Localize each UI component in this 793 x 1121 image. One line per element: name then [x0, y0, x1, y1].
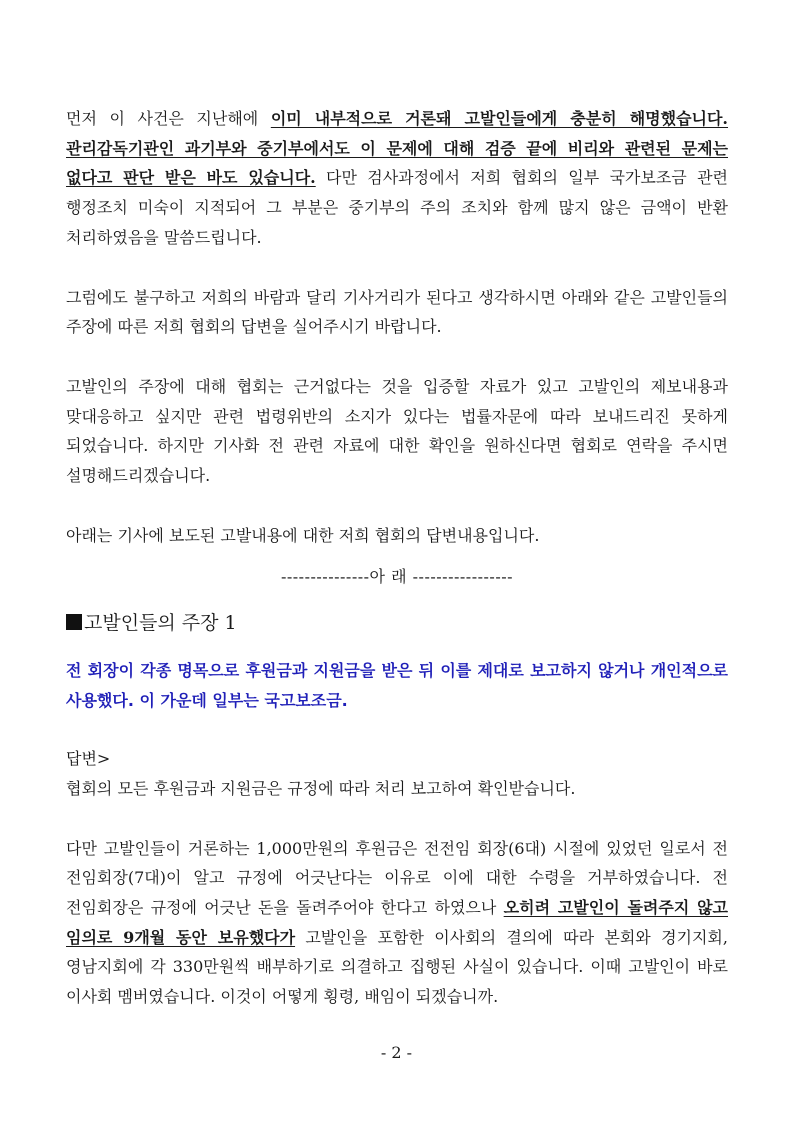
paragraph-spacer	[66, 253, 728, 283]
answer-detail-paragraph	[66, 834, 728, 1012]
evidence-paragraph: 고발인의 주장에 대해 협회는 근거없다는 것을 입증할 자료가 있고 고발인의 제보내용과 맞대응하고 싶지만 관련 법령위반의 소지가 있다는 법률자문에 따라 보내드리진 못하게 되었습니다. 하지만 기사화 전 관련 자료에 대한 확인을 원하신다면 협회로 연락을 주시면 설명해드리겠습니다.	[66, 376, 728, 486]
answer-detail-emphasis: 오히려 고발인이 돌려주지 않고 임의로 9개월 동안 보유했다가	[66, 897, 728, 947]
claim-statement: 전 회장이 각종 명목으로 후원금과 지원금을 받은 뒤 이를 제대로 보고하지 않거나 개인적으로 사용했다. 이 가운데 일부는 국고보조금.	[66, 661, 728, 711]
transition-paragraph: 아래는 기사에 보도된 고발내용에 대한 저희 협회의 답변내용입니다.	[66, 525, 540, 545]
document-body	[66, 104, 728, 1012]
page-number: - 2 -	[380, 1043, 413, 1062]
answer-summary: 협회의 모든 후원금과 지원금은 규정에 따라 처리 보고하여 확인받습니다.	[66, 778, 576, 798]
paragraph-spacer	[66, 342, 728, 372]
paragraph-spacer	[66, 491, 728, 521]
answer-label: 답변>	[66, 749, 111, 769]
intro-paragraph	[66, 104, 728, 253]
answer-detail-lead: 다만 고발인들이 거론하는 1,000만원의 후원금은 전전임 회장(6대) 시절에 있었던 일로서 전 전임회장(7대)이 알고 규정에 어긋난다는 이유로 이에 대한 수령을 거부하였습니다. 전 전임회장은 규정에 어긋난 돈을 돌려주어야 한다고 하였으나	[66, 838, 728, 917]
black-square-icon	[66, 614, 82, 630]
paragraph-spacer	[66, 804, 728, 834]
section-heading	[66, 606, 728, 640]
section-divider: ---------------아 래 -----------------	[280, 567, 514, 587]
section-heading-text: 고발인들의 주장 1	[84, 612, 237, 635]
intro-emphasis-text: 이미 내부적으로 거론돼 고발인들에게 충분히 해명했습니다. 관리감독기관인 과기부와 중기부에서도 이 문제에 대해 검증 끝에 비리와 관련된 문제는 없다고 판단 받은 바도 있습니다.	[66, 109, 729, 188]
paragraph-spacer	[66, 716, 728, 744]
intro-lead-text: 먼저 이 사건은 지난해에	[66, 109, 271, 128]
paragraph-spacer	[66, 550, 728, 562]
intro-tail-text: 다만 검사과정에서 저희 협회의 일부 국가보조금 관련 행정조치 미숙이 지적되어 그 부분은 중기부의 주의 조치와 함께 많지 않은 금액이 반환 처리하였음을 말씀드립니다.	[66, 168, 728, 247]
answer-detail-tail: 고발인을 포함한 이사회의 결의에 따라 본회와 경기지회, 영남지회에 각 330만원씩 배부하기로 의결하고 집행된 사실이 있습니다. 이때 고발인이 바로 이사회 멤버였습니다. 이것이 어떻게 횡령, 배임이 되겠습니까.	[66, 927, 728, 1007]
request-paragraph: 그럼에도 불구하고 저희의 바람과 달리 기사거리가 된다고 생각하시면 아래와 같은 고발인들의 주장에 따른 저희 협회의 답변을 실어주시기 바랍니다.	[66, 287, 728, 337]
